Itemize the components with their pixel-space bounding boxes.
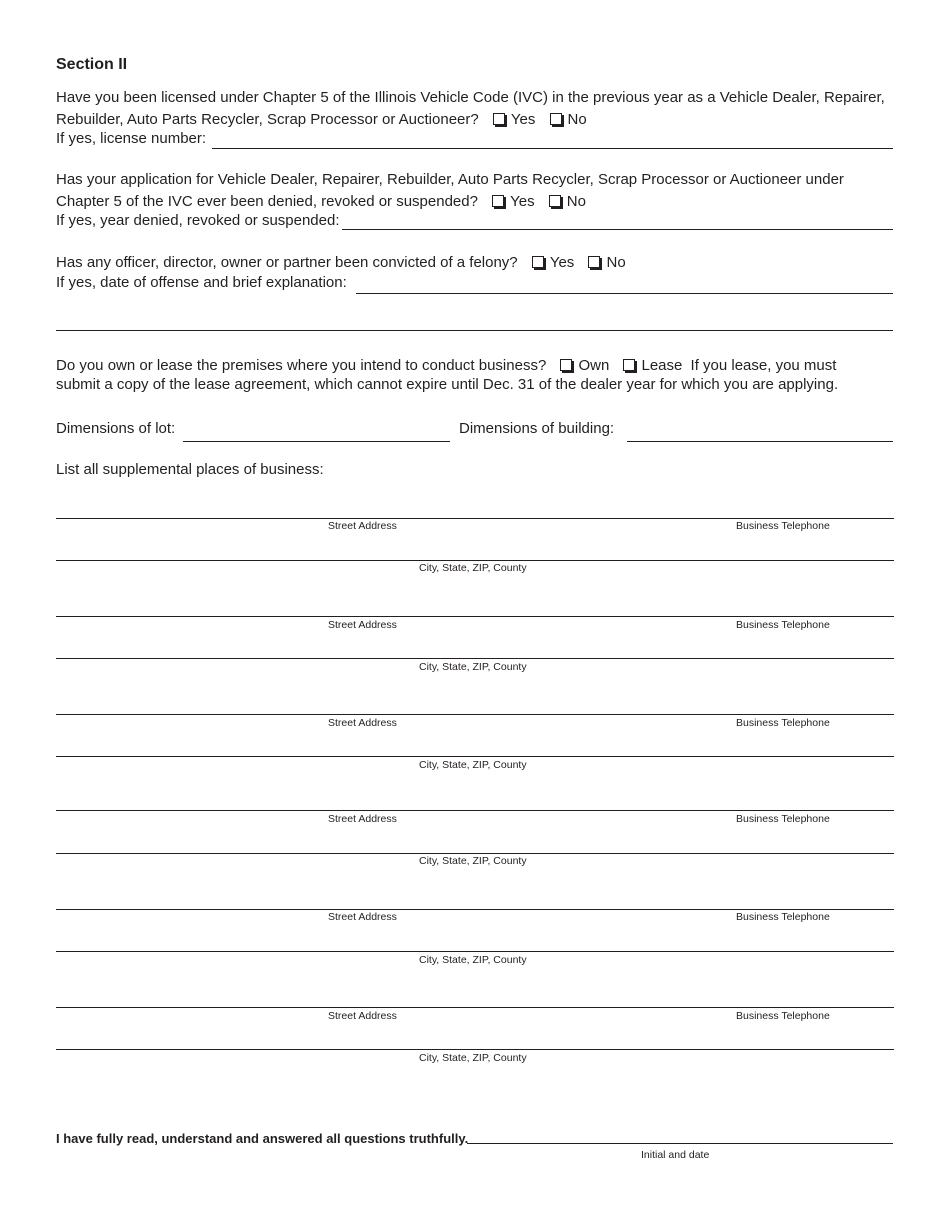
city-state-zip-caption: City, State, ZIP, County — [419, 759, 527, 771]
q3-row1 — [56, 253, 626, 272]
business-telephone-caption: Business Telephone — [736, 1010, 830, 1022]
street-address-field[interactable] — [56, 909, 894, 910]
lot-dimensions-label: Dimensions of lot: — [56, 420, 176, 437]
city-state-zip-field[interactable] — [56, 853, 894, 854]
street-address-field[interactable] — [56, 1007, 894, 1008]
street-address-caption: Street Address — [328, 619, 397, 631]
street-address-field[interactable] — [56, 518, 894, 519]
q1-no-checkbox[interactable] — [550, 113, 562, 125]
q3-followup-label: If yes, date of offense and brief explanation: — [56, 274, 347, 291]
city-state-zip-caption: City, State, ZIP, County — [419, 562, 527, 574]
q1-no-label: No — [567, 111, 587, 128]
street-address-caption: Street Address — [328, 717, 397, 729]
q4-text-line1: Do you own or lease the premises where you intend to conduct business? — [56, 357, 547, 374]
q1-yes-option[interactable] — [489, 110, 535, 129]
street-address-caption: Street Address — [328, 813, 397, 825]
business-telephone-caption: Business Telephone — [736, 520, 830, 532]
q3-no-option[interactable] — [584, 253, 625, 272]
q3-no-label: No — [606, 254, 626, 271]
lease-label: Lease — [641, 357, 683, 374]
city-state-zip-caption: City, State, ZIP, County — [419, 1052, 527, 1064]
city-state-zip-caption: City, State, ZIP, County — [419, 954, 527, 966]
business-telephone-caption: Business Telephone — [736, 619, 830, 631]
lease-checkbox[interactable] — [623, 359, 635, 371]
q2-no-option[interactable] — [545, 192, 586, 211]
q3-yes-checkbox[interactable] — [532, 256, 544, 268]
q1-no-option[interactable] — [546, 110, 587, 129]
business-telephone-caption: Business Telephone — [736, 717, 830, 729]
building-dimensions-field[interactable] — [627, 441, 893, 442]
street-address-caption: Street Address — [328, 520, 397, 532]
city-state-zip-caption: City, State, ZIP, County — [419, 661, 527, 673]
own-checkbox[interactable] — [560, 359, 572, 371]
initial-and-date-caption: Initial and date — [641, 1149, 710, 1161]
q2-text-line1: Has your application for Vehicle Dealer, Repairer, Rebuilder, Auto Parts Recycler, Scrap Processor or Auctioneer under — [56, 171, 844, 188]
q2-row2 — [56, 192, 586, 211]
q3-text-line1: Has any officer, director, owner or partner been convicted of a felony? — [56, 254, 518, 271]
street-address-field[interactable] — [56, 714, 894, 715]
offense-explanation-field[interactable] — [356, 293, 893, 294]
lot-dimensions-field[interactable] — [183, 441, 450, 442]
license-number-field[interactable] — [212, 148, 893, 149]
q1-row2 — [56, 110, 587, 129]
city-state-zip-field[interactable] — [56, 756, 894, 757]
building-dimensions-label: Dimensions of building: — [459, 420, 615, 437]
q2-yes-checkbox[interactable] — [492, 195, 504, 207]
lease-option[interactable] — [619, 356, 682, 375]
city-state-zip-caption: City, State, ZIP, County — [419, 855, 527, 867]
business-telephone-caption: Business Telephone — [736, 911, 830, 923]
q2-no-label: No — [566, 193, 586, 210]
q3-no-checkbox[interactable] — [588, 256, 600, 268]
street-address-field[interactable] — [56, 616, 894, 617]
year-denied-field[interactable] — [342, 229, 893, 230]
q3-yes-option[interactable] — [528, 253, 574, 272]
q1-yes-checkbox[interactable] — [493, 113, 505, 125]
q2-yes-label: Yes — [510, 193, 535, 210]
city-state-zip-field[interactable] — [56, 658, 894, 659]
q3-yes-label: Yes — [549, 254, 575, 271]
section-title: Section II — [56, 56, 128, 73]
q2-followup-label: If yes, year denied, revoked or suspended: — [56, 212, 340, 229]
street-address-caption: Street Address — [328, 911, 397, 923]
own-label: Own — [578, 357, 610, 374]
q4-lease-note: If you lease, you must — [690, 357, 837, 374]
business-telephone-caption: Business Telephone — [736, 813, 830, 825]
q1-text-line1: Have you been licensed under Chapter 5 of the Illinois Vehicle Code (IVC) in the previous year as a Vehicle Dealer, Repairer, — [56, 89, 885, 106]
q1-yes-label: Yes — [510, 111, 536, 128]
city-state-zip-field[interactable] — [56, 560, 894, 561]
q2-yes-option[interactable] — [488, 192, 534, 211]
offense-explanation-field-line2[interactable] — [56, 330, 893, 331]
q2-text-line2: Chapter 5 of the IVC ever been denied, revoked or suspended? — [56, 193, 478, 210]
q4-row1 — [56, 356, 836, 375]
city-state-zip-field[interactable] — [56, 1049, 894, 1050]
q2-no-checkbox[interactable] — [549, 195, 561, 207]
initial-and-date-field[interactable] — [467, 1143, 893, 1144]
street-address-caption: Street Address — [328, 1010, 397, 1022]
q1-followup-label: If yes, license number: — [56, 130, 207, 147]
certification-statement: I have fully read, understand and answered all questions truthfully. — [56, 1131, 469, 1146]
own-option[interactable] — [556, 356, 609, 375]
supplemental-label: List all supplemental places of business: — [56, 461, 324, 478]
q1-text-line2: Rebuilder, Auto Parts Recycler, Scrap Processor or Auctioneer? — [56, 111, 479, 128]
q4-text-line2: submit a copy of the lease agreement, which cannot expire until Dec. 31 of the dealer year for which you are applying. — [56, 376, 839, 393]
street-address-field[interactable] — [56, 810, 894, 811]
city-state-zip-field[interactable] — [56, 951, 894, 952]
